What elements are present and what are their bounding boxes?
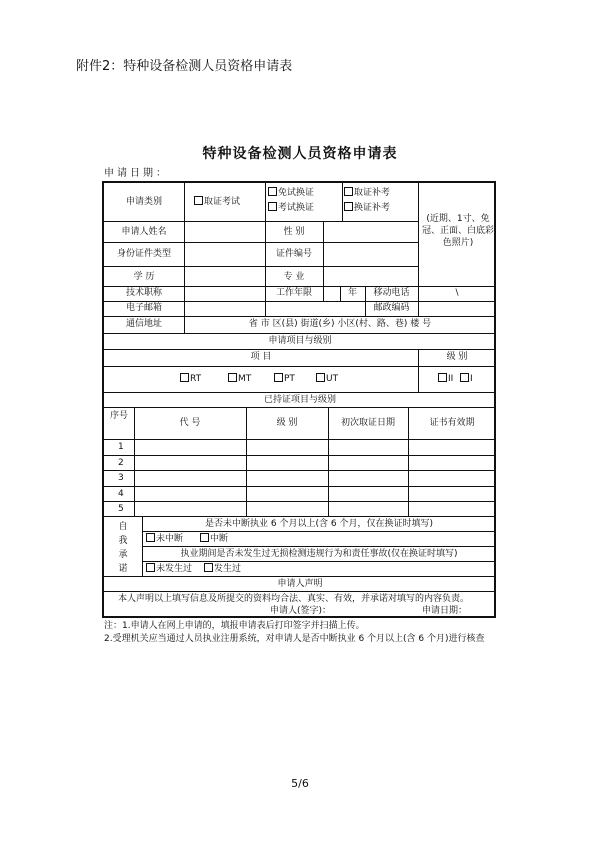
- method-rt[interactable]: RT: [180, 373, 201, 385]
- signature-label: 申请人(签字)：: [270, 606, 332, 616]
- application-form-table: [102, 181, 496, 618]
- checkbox-icon[interactable]: [344, 202, 353, 211]
- level-ii[interactable]: II: [438, 373, 453, 385]
- q1-opt-interrupted[interactable]: 中断: [200, 533, 228, 545]
- photo-note: (近期、1寸、免冠、正面、白底彩色照片): [422, 214, 495, 248]
- work-years-label: 工作年限: [275, 288, 312, 298]
- checkbox-icon[interactable]: [268, 202, 277, 211]
- method-pt[interactable]: PT: [274, 373, 295, 385]
- id-type-label: 身份证件类型: [116, 249, 171, 259]
- type-label: 申请类别: [125, 197, 162, 207]
- commit-q2: 执业期间是否未发生过无损检测违规行为和责任事故(仅在换证时填写): [180, 549, 458, 559]
- checkbox-icon[interactable]: [460, 373, 469, 382]
- option-exam[interactable]: 取证考试: [194, 196, 240, 208]
- declaration-title: 申请人声明: [277, 579, 323, 589]
- checkbox-icon[interactable]: [204, 563, 213, 572]
- checkbox-icon[interactable]: [180, 373, 189, 382]
- option-renew-makeup[interactable]: 换证补考: [344, 202, 390, 214]
- cert-row-number: 5: [118, 504, 124, 514]
- gender-label: 性 别: [283, 227, 305, 237]
- id-no-label: 证件编号: [275, 249, 312, 259]
- name-label: 申请人姓名: [121, 227, 167, 237]
- apply-item-col: 项 目: [250, 352, 272, 362]
- form-title: 特种设备检测人员资格申请表: [202, 146, 398, 162]
- option-exempt[interactable]: 免试换证: [268, 187, 314, 199]
- mobile-label: 移动电话: [373, 288, 410, 298]
- checkbox-icon[interactable]: [438, 373, 447, 382]
- checkbox-icon[interactable]: [200, 533, 209, 542]
- apply-items-title: 申请项目与级别: [268, 336, 332, 346]
- postcode-label: 邮政编码: [373, 303, 410, 313]
- cert-row-number: 4: [118, 489, 124, 499]
- attachment-label: 附件2：特种设备检测人员资格申请表: [76, 59, 293, 74]
- email-label: 电子邮箱: [125, 303, 162, 313]
- major-label: 专 业: [283, 272, 305, 282]
- q2-opt-none[interactable]: 未发生过: [146, 563, 192, 575]
- cert-row-number: 3: [118, 473, 124, 483]
- checkbox-icon[interactable]: [146, 563, 155, 572]
- seq-col: 序号: [110, 411, 129, 421]
- checkbox-icon[interactable]: [228, 373, 237, 382]
- note-1: 注：1.申请人在网上申请的，填报申请表后打印签字并扫描上传。: [104, 621, 365, 631]
- commit-side-1: 自: [118, 522, 128, 532]
- level-i[interactable]: I: [460, 373, 473, 385]
- cert-row-number: 2: [118, 458, 124, 468]
- option-makeup[interactable]: 取证补考: [344, 187, 390, 199]
- held-certs-title: 已持证项目与级别: [263, 395, 336, 405]
- first-date-col: 初次取证日期: [340, 418, 395, 428]
- checkbox-icon[interactable]: [268, 187, 277, 196]
- mobile-value: \: [455, 288, 459, 298]
- page-number: 5/6: [291, 777, 309, 790]
- tech-title-label: 技术职称: [125, 288, 162, 298]
- year-unit: 年: [347, 288, 357, 298]
- address-template: 省 市 区(县) 街道(乡) 小区(村、路、巷) 楼 号: [248, 319, 432, 329]
- method-mt[interactable]: MT: [228, 373, 251, 385]
- cert-row-number: 1: [118, 442, 124, 452]
- valid-col: 证书有效期: [429, 418, 475, 428]
- checkbox-icon[interactable]: [274, 373, 283, 382]
- declaration-date-label: 申请日期：: [422, 606, 468, 616]
- checkbox-icon[interactable]: [316, 373, 325, 382]
- commit-side-4: 诺: [118, 564, 128, 574]
- checkbox-icon[interactable]: [194, 196, 203, 205]
- option-retest[interactable]: 考试换证: [268, 202, 314, 214]
- address-label: 通信地址: [125, 319, 162, 329]
- notes: [104, 620, 504, 646]
- commit-side-2: 我: [118, 536, 128, 546]
- checkbox-icon[interactable]: [146, 533, 155, 542]
- checkbox-icon[interactable]: [344, 187, 353, 196]
- level-col: 级 别: [276, 418, 298, 428]
- apply-level-col: 级 别: [446, 352, 468, 362]
- q1-opt-continuous[interactable]: 未中断: [146, 533, 183, 545]
- apply-date-label: 申请日期：: [104, 168, 169, 179]
- q2-opt-occurred[interactable]: 发生过: [204, 563, 241, 575]
- note-2: 2.受理机关应当通过人员执业注册系统，对申请人是否中断执业 6 个月以上(含 6 个月)进行核查: [104, 634, 485, 644]
- edu-label: 学 历: [133, 272, 155, 282]
- method-ut[interactable]: UT: [316, 373, 338, 385]
- declaration-text: 本人声明以上填写信息及所提交的资料均合法、真实、有效，并承诺对填写的内容负责。: [118, 594, 470, 604]
- commit-q1: 是否未中断执业 6 个月以上(含 6 个月，仅在换证时填写): [205, 519, 433, 529]
- code-col: 代 号: [179, 418, 201, 428]
- commit-side-3: 承: [118, 550, 128, 560]
